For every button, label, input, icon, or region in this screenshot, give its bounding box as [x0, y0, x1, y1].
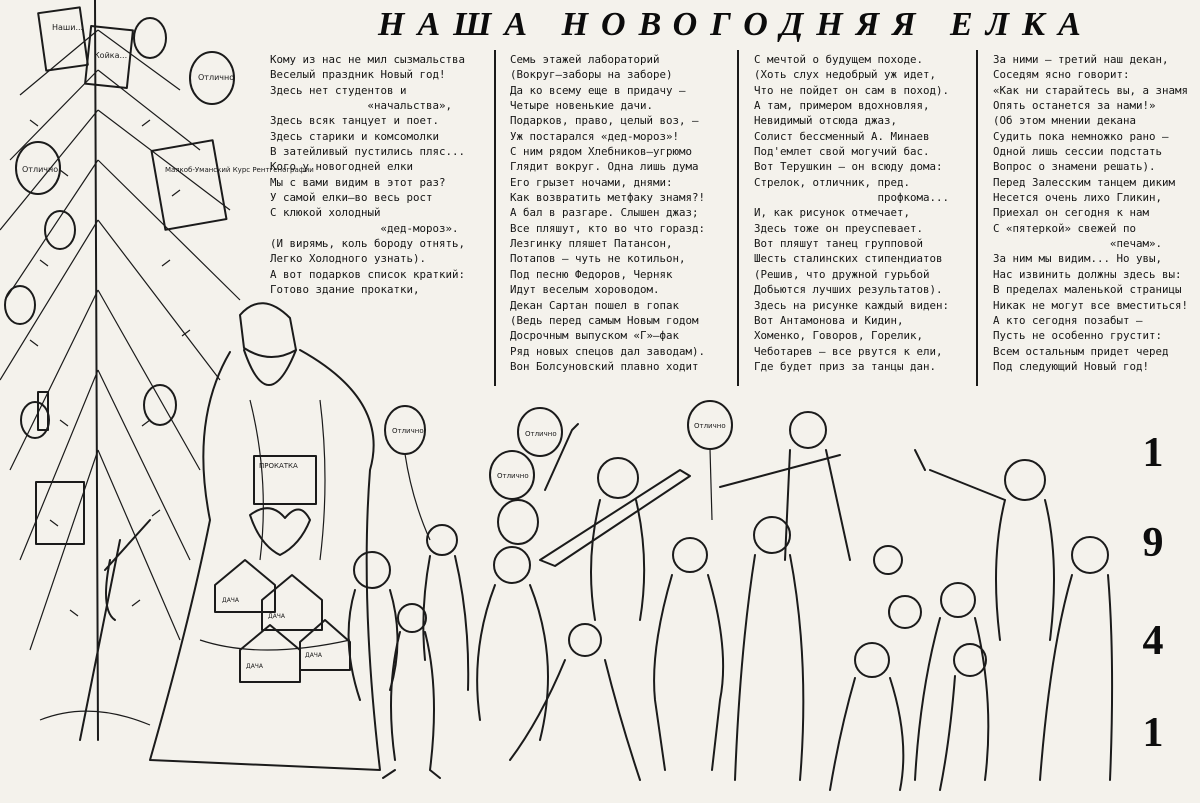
poem-column-4: [993, 52, 1200, 374]
poem-line: Вот пляшут танец групповой: [754, 237, 924, 251]
poem-line: Декан Сартан пошел в гопак: [510, 298, 680, 312]
poem-line: Что не пойдет он сам в поход).: [754, 83, 950, 97]
poem-line: Да ко всему еще в придачу —: [510, 83, 686, 97]
poem-line: Четыре новенькие дачи.: [510, 99, 654, 113]
poem-line: В затейливый пустились пляс...: [270, 145, 466, 159]
poem-line: А вот подарков список краткий:: [270, 267, 466, 281]
poem-line: Соседям ясно говорит:: [993, 68, 1130, 82]
balloon-label: Отлично: [694, 422, 726, 430]
poem-line: (Хоть слух недобрый уж идет,: [754, 68, 937, 82]
poem-line: (Ведь перед самым Новым годом: [510, 313, 699, 327]
poem-line: Невидимый отсюда джаз,: [754, 114, 898, 128]
poem-line: Лезгинку пляшет Патансон,: [510, 237, 673, 251]
poem-line: «Как ни старайтесь вы, а знамя: [993, 83, 1189, 97]
poem-line: Несется очень лихо Гликин,: [993, 191, 1163, 205]
page-title: НАША НОВОГОДНЯЯ ЕЛКА: [378, 6, 1094, 43]
poem-line: Идут веселым хороводом.: [510, 283, 660, 297]
poem-line: Досрочным выпуском «Г»—фак: [510, 329, 680, 343]
poem-line: Кому из нас не мил сызмальства: [270, 53, 466, 66]
poem-line: Стрелок, отличник, пред.: [754, 175, 911, 189]
poem-line: Одной лишь сессии подстать: [993, 145, 1163, 159]
poem-line: «печам».: [993, 237, 1163, 251]
poem-line: А бал в разгаре. Слышен джаз;: [510, 206, 699, 220]
poem-line: Как возвратить метфаку знамя?!: [510, 191, 706, 205]
year-digit: 9: [1142, 520, 1164, 566]
ornament-label: Отлично: [22, 165, 59, 174]
poem-line: С «пятеркой» свежей по: [993, 221, 1137, 235]
poem-line: Здесь на рисунке каждый виден:: [754, 298, 950, 312]
book-label: Наши...: [52, 23, 84, 32]
poem-line: (Решив, что дружной гурьбой: [754, 267, 930, 281]
poem-line: В пределах маленькой страницы: [993, 283, 1182, 297]
dancing-crowd: [349, 412, 1113, 790]
book-label: Койка...: [94, 51, 128, 60]
gift-label: ДАЧА: [305, 652, 323, 659]
poem-line: «дед-мороз».: [270, 221, 459, 235]
poem-line: Подарков, право, целый воз, —: [510, 114, 699, 128]
poem-line: Здесь нет студентов и: [270, 83, 407, 97]
poem-line: За ними — третий наш декан,: [993, 53, 1169, 66]
pointer-stick: [720, 455, 840, 487]
poem-column-2: [510, 52, 740, 374]
poem-line: Вон Болсуновский плавно ходит: [510, 359, 699, 373]
balloon-label: Отлично: [497, 472, 529, 480]
year-digit: 4: [1142, 618, 1164, 664]
gift-label: ПРОКАТКА: [259, 462, 298, 470]
poem-line: Вопрос о знамени решать).: [993, 160, 1156, 174]
poem-line: Пусть не особенно грустит:: [993, 329, 1163, 343]
poem-line: Его грызет ночами, днями:: [510, 175, 673, 189]
poem-line: Приехал он сегодня к нам: [993, 206, 1150, 220]
poem-line: Всем остальным придет черед: [993, 344, 1169, 358]
poem-line: Все пляшут, кто во что горазд:: [510, 221, 706, 235]
poem-line: Здесь тоже он преуспевает.: [754, 221, 924, 235]
gift-label: ДАЧА: [246, 663, 264, 670]
poem-line: Судить пока немножко рано —: [993, 129, 1169, 143]
poem-line: Где будет приз за танцы дан.: [754, 359, 937, 373]
ornaments: [5, 18, 234, 438]
poem-line: А кто сегодня позабыт —: [993, 313, 1143, 327]
poem-line: (Вокруг—заборы на заборе): [510, 68, 673, 82]
poem-column-1: [270, 52, 498, 298]
poem-line: Шесть сталинских стипендиатов: [754, 252, 943, 266]
christmas-tree: [0, 0, 240, 740]
poem-line: Семь этажей лабораторий: [510, 53, 660, 66]
poem-line: С клюкой холодный: [270, 206, 381, 220]
poem-line: Под'емлет свой могучий бас.: [754, 145, 930, 159]
poem-line: Глядит вокруг. Одна лишь дума: [510, 160, 699, 174]
ded-moroz-figure: [80, 303, 380, 770]
poem-line: Опять останется за нами!»: [993, 99, 1156, 113]
book-label: Маякоб-Уманский Курс Рентгенографии: [165, 166, 314, 174]
poem-line: «начальства»,: [270, 99, 453, 113]
gift-label: ДАЧА: [268, 613, 286, 620]
poem-line: За ним мы видим... Но увы,: [993, 252, 1163, 266]
poem-line: Мы с вами видим в этот раз?: [270, 175, 446, 189]
poem-line: Здесь старики и комсомолки: [270, 129, 440, 143]
poem-line: Вот Терушкин — он всюду дома:: [754, 160, 943, 174]
poem-line: А там, примером вдохновляя,: [754, 99, 930, 113]
poem-line: (И вирямь, коль бороду отнять,: [270, 237, 466, 251]
poem-line: Уж постарался «дед-мороз»!: [510, 129, 680, 143]
poem-line: профкома...: [754, 191, 950, 205]
poem-line: (Об этом мнении декана: [993, 114, 1137, 128]
balloon-label: Отлично: [392, 427, 424, 435]
year-digit: 1: [1142, 430, 1164, 476]
poem-line: У самой елки—во весь рост: [270, 191, 433, 205]
poem-line: Под следующий Новый год!: [993, 359, 1150, 373]
poem-line: Никак не могут все вместиться!: [993, 298, 1189, 312]
poem-line: Перед Залесским танцем диким: [993, 175, 1176, 189]
poem-line: Добьются лучших результатов).: [754, 283, 943, 297]
poem-line: Готово здание прокатки,: [270, 283, 420, 297]
poem-line: Чеботарев — все рвутся к ели,: [754, 344, 943, 358]
poem-line: Здесь всяк танцует и поет.: [270, 114, 440, 128]
poem-line: Нас извинить должны здесь вы:: [993, 267, 1182, 281]
poem-line: Под песню Федоров, Черняк: [510, 267, 673, 281]
gift-label: ДАЧА: [222, 597, 240, 604]
poem-line: Хоменко, Говоров, Горелик,: [754, 329, 924, 343]
poem-line: С мечтой о будущем походе.: [754, 53, 924, 66]
poem-column-3: [754, 52, 972, 374]
poem-line: Вот Антамонова и Кидин,: [754, 313, 904, 327]
poem-line: И, как рисунок отмечает,: [754, 206, 911, 220]
skis: [540, 470, 690, 566]
poem-line: Кого у новогодней елки: [270, 160, 414, 174]
poem-line: Легко Холодного узнать).: [270, 252, 427, 266]
poem-line: Солист бессменный А. Минаев: [754, 129, 930, 143]
year-digit: 1: [1142, 710, 1164, 756]
poem-line: Потапов — чуть не котильон,: [510, 252, 686, 266]
ornament-label: Отлично: [198, 73, 235, 82]
column-divider: [976, 50, 978, 386]
poem-line: Ряд новых спецов дал заводам).: [510, 344, 706, 358]
balloons: [385, 401, 732, 544]
poem-line: С ним рядом Хлебников—угрюмо: [510, 145, 693, 159]
balloon-label: Отлично: [525, 430, 557, 438]
poem-line: Веселый праздник Новый год!: [270, 68, 446, 82]
